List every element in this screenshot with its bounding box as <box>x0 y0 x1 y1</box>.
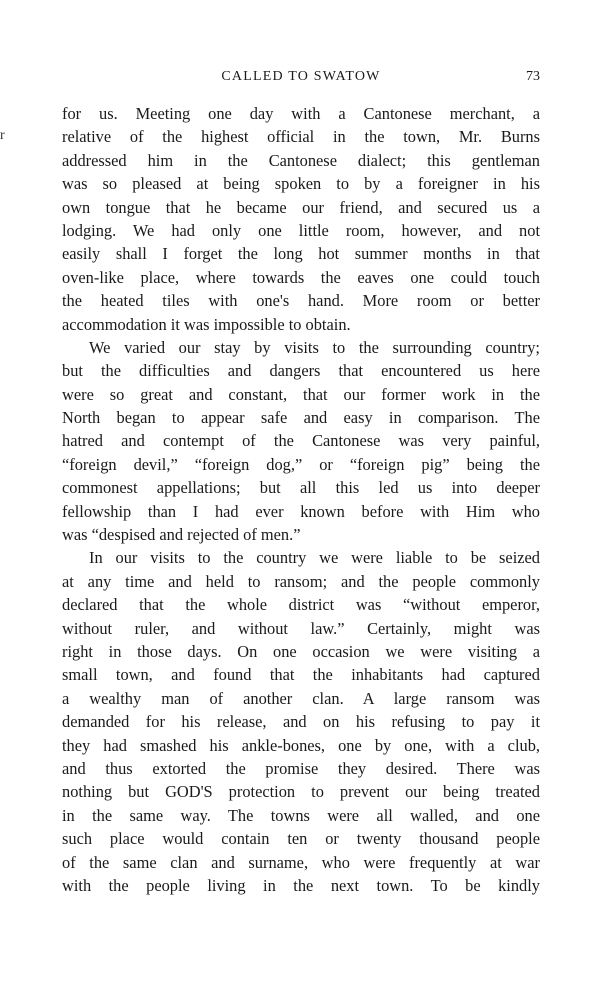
paragraph-end-line: was “despised and rejected of men.” <box>62 525 301 545</box>
running-head: CALLED TO SWATOW <box>221 69 381 84</box>
text-line: without ruler, and without law.” Certainly, might was <box>62 618 540 638</box>
text-line: oven-like place, where towards the eaves one could touch <box>62 267 540 287</box>
text-line: commonest appellations; but all this led us into deeper <box>62 478 540 498</box>
text-line: but the difficulties and dangers that encountered us here <box>62 361 540 381</box>
text-line: lodging. We had only one little room, however, and not <box>62 220 540 240</box>
text-line: small town, and found that the inhabitants had captured <box>62 665 540 685</box>
text-line: a wealthy man of another clan. A large ransom was <box>62 688 540 708</box>
text-line: were so great and constant, that our former work in the <box>62 384 540 404</box>
text-line: such place would contain ten or twenty thousand people <box>62 829 540 849</box>
text-line: and thus extorted the promise they desired. There was <box>62 758 540 778</box>
text-line: addressed him in the Cantonese dialect; this gentleman <box>62 150 540 170</box>
text-line: nothing but GOD'S protection to prevent our being treated <box>62 782 540 802</box>
text-line: with the people living in the next town. To be kindly <box>62 875 540 895</box>
paragraph-start-line: In our visits to the country we were liable to be seized <box>89 548 540 568</box>
text-line: “foreign devil,” “foreign dog,” or “foreign pig” being the <box>62 454 540 474</box>
text-line: for us. Meeting one day with a Cantonese merchant, a <box>62 104 540 123</box>
text-line: relative of the highest official in the town, Mr. Burns <box>62 127 540 147</box>
text-line: was so pleased at being spoken to by a foreigner in his <box>62 174 540 194</box>
margin-mark: r <box>0 128 5 143</box>
text-line: at any time and held to ransom; and the people commonly <box>62 571 540 591</box>
page-number: 73 <box>526 69 540 84</box>
paragraph-start-line: We varied our stay by visits to the surrounding country; <box>89 337 540 357</box>
text-line: demanded for his release, and on his refusing to pay it <box>62 712 540 732</box>
page-header <box>62 69 540 89</box>
text-line: own tongue that he became our friend, and secured us a <box>62 197 540 217</box>
text-line: the heated tiles with one's hand. More room or better <box>62 291 540 311</box>
text-line: easily shall I forget the long hot summer months in that <box>62 244 540 264</box>
text-line: they had smashed his ankle-bones, one by one, with a club, <box>62 735 540 755</box>
text-line: in the same way. The towns were all walled, and one <box>62 805 540 825</box>
text-line: declared that the whole district was “without emperor, <box>62 595 540 615</box>
text-line: right in those days. On one occasion we were visiting a <box>62 641 540 661</box>
text-line: fellowship than I had ever known before with Him who <box>62 501 540 521</box>
body-text <box>62 102 540 897</box>
text-line: of the same clan and surname, who were frequently at war <box>62 852 540 872</box>
paragraph-end-line: accommodation it was impossible to obtain. <box>62 314 351 334</box>
text-line: North began to appear safe and easy in comparison. The <box>62 408 540 428</box>
text-line: hatred and contempt of the Cantonese was very painful, <box>62 431 540 451</box>
